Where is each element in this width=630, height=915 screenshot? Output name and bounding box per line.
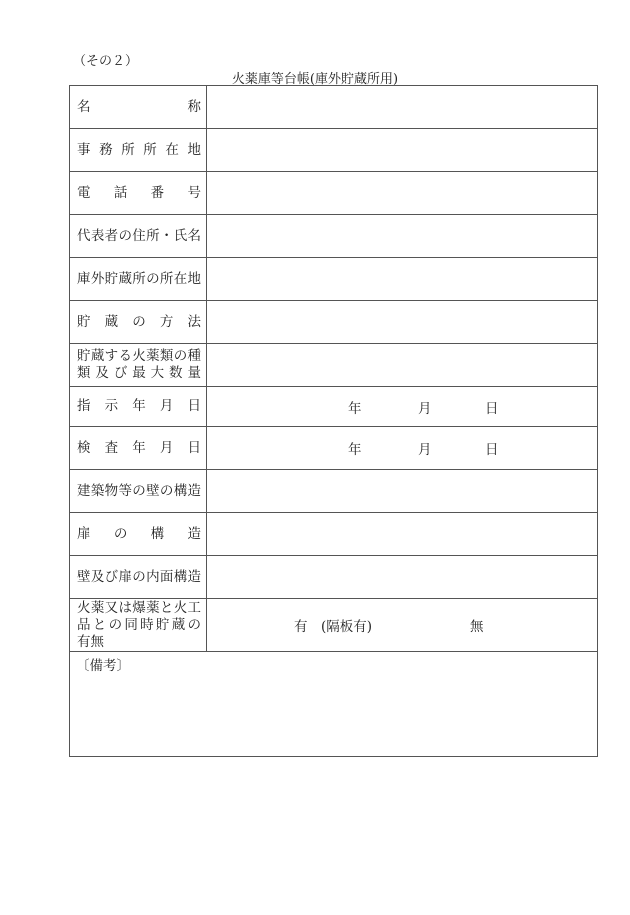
office-address-value[interactable] [207,129,597,171]
field-label-instruction-date [70,387,207,426]
label-char: 築 [90,482,105,499]
label-char: の [108,616,123,633]
label-char: 名 [77,98,91,115]
label-line [77,483,201,500]
field-label-wall-structure [70,470,207,512]
label-char: 又 [104,599,119,616]
representative-value[interactable] [207,215,597,257]
label-char: 年 [132,439,146,456]
remarks-area[interactable] [70,652,597,756]
label-line [77,271,201,288]
field-label-storage-location [70,258,207,300]
form-row-door-structure [70,513,597,556]
label-char: 大 [150,365,165,381]
label-char: 構 [150,525,165,542]
label-char: 無 [90,633,104,650]
label-char: 及 [90,568,105,585]
form-row-representative [70,215,597,258]
label-char: 工 [187,599,201,616]
date-day-label: 日 [485,442,499,458]
label-char: 表 [90,227,105,244]
label-char: 物 [104,482,119,499]
label-char: る [118,348,132,364]
label-char: 造 [187,482,201,499]
label-line [77,600,201,617]
label-char: 時 [140,616,154,633]
label-line [77,398,201,415]
remarks-label: 〔備考〕 [76,658,130,674]
label-char: 所 [146,227,160,244]
label-char: 貯 [104,270,119,287]
inspection-date-value[interactable] [207,427,597,469]
label-line [77,634,201,651]
form-title: 火薬庫等台帳(庫外貯蔵所用) [231,72,399,87]
field-label-representative [70,215,207,257]
form-row-storage-location [70,258,597,301]
label-line [77,526,201,543]
label-char: 所 [121,141,135,158]
label-char: 示 [104,398,119,414]
label-char: 月 [159,398,174,414]
wall-structure-value[interactable] [207,470,597,512]
label-char: 蔵 [118,270,132,287]
storage-location-value[interactable] [207,258,597,300]
label-char: の [187,616,201,633]
label-char: 日 [187,439,201,456]
label-char: 事 [77,141,91,158]
label-char: 類 [159,348,174,364]
label-char: 者 [104,227,119,244]
label-line [77,228,201,245]
label-char: 薬 [146,599,160,616]
label-char: 称 [187,98,201,115]
form-row-phone [70,172,597,215]
label-char: 在 [165,141,179,158]
label-char: 所 [143,141,157,158]
label-line [77,142,201,159]
label-char: 火 [173,599,188,616]
label-char: 扉 [118,568,132,585]
label-char: 地 [187,141,201,158]
label-char: ・ [159,227,174,244]
label-char: 爆 [132,599,146,616]
field-label-simultaneous-storage [70,599,207,651]
label-char: 地 [187,270,201,287]
label-line [77,99,201,116]
label-char: 火 [132,348,146,364]
form-row-wall-structure [70,470,597,513]
label-char: 扉 [77,525,91,542]
field-label-office-address [70,129,207,171]
label-char: 電 [77,184,91,201]
label-char: 名 [187,227,201,244]
label-char: の [146,270,160,287]
label-char: 造 [187,525,201,542]
label-char: び [113,365,128,381]
label-char: 有 [77,633,91,650]
label-line [77,185,201,202]
label-char: 類 [77,365,91,381]
label-char: と [92,616,107,633]
label-char: 壁 [146,482,160,499]
date-month-label: 月 [418,400,432,417]
form-row-simultaneous-storage [70,599,597,652]
label-char: 種 [187,348,201,364]
registry-form-table [69,85,598,757]
label-char: 住 [132,227,146,244]
label-char: び [104,568,119,585]
label-char: 品 [77,616,91,633]
explosive-types-value[interactable] [207,344,597,386]
form-row-explosive-types [70,344,597,387]
option-none[interactable]: 無 [470,619,484,635]
label-char: 建 [77,482,91,499]
name-value[interactable] [207,86,597,128]
label-char: 構 [173,482,188,499]
label-char: 番 [150,184,165,201]
label-char: 法 [187,313,201,330]
interior-structure-value[interactable] [207,556,597,598]
label-line [77,348,201,365]
form-row-instruction-date [70,387,597,427]
label-char: 号 [187,184,201,201]
field-label-phone [70,172,207,214]
label-line [77,365,201,382]
label-char: 造 [187,568,201,585]
label-char: 日 [187,398,201,414]
label-char: 量 [187,365,201,381]
label-char: 年 [132,398,146,414]
label-char: 所 [159,270,174,287]
label-char: 貯 [155,616,170,633]
label-char: 指 [77,398,91,414]
label-char: 在 [173,270,188,287]
label-char: 同 [124,616,138,633]
label-char: 内 [146,568,160,585]
label-char: の [132,568,146,585]
label-line [77,440,201,457]
label-char: 構 [173,568,188,585]
label-char: の [173,348,188,364]
label-char: の [132,482,146,499]
label-char: の [159,482,174,499]
field-label-interior-structure [70,556,207,598]
label-char: 面 [159,568,174,585]
option-with-partition[interactable]: 有 (隔板有) [294,619,373,635]
label-char: 貯 [77,313,91,330]
label-char: 話 [113,184,128,201]
label-line [77,569,201,586]
label-char: 査 [104,439,119,456]
label-char: 蔵 [104,313,119,330]
field-label-name [70,86,207,128]
label-char: と [159,599,174,616]
label-char: す [104,348,119,364]
label-char: 方 [159,313,174,330]
label-line [77,314,201,331]
label-char: の [132,313,146,330]
label-char: 庫 [77,270,91,287]
label-char: 薬 [146,348,160,364]
label-char: 代 [77,227,91,244]
label-char: は [118,599,132,616]
form-row-interior-structure [70,556,597,599]
date-day-label: 日 [485,400,499,417]
label-char: 薬 [90,599,105,616]
date-year-label: 年 [348,400,362,417]
label-char: の [118,227,132,244]
date-year-label: 年 [348,442,362,458]
label-char: 貯 [77,348,91,364]
field-label-storage-method [70,301,207,343]
form-row-office-address [70,129,597,172]
label-char: 氏 [173,227,188,244]
storage-method-value[interactable] [207,301,597,343]
label-char: 最 [132,365,146,381]
form-row-inspection-date [70,427,597,470]
label-char: 外 [90,270,105,287]
form-row-storage-method [70,301,597,344]
label-char: 月 [159,439,174,456]
label-char: 検 [77,439,91,456]
field-label-explosive-types [70,344,207,386]
label-char: 所 [132,270,146,287]
simultaneous-storage-value[interactable] [207,599,597,651]
instruction-date-value[interactable] [207,387,597,426]
label-char: の [113,525,128,542]
label-char: 等 [118,482,132,499]
label-char: 壁 [77,568,91,585]
door-structure-value[interactable] [207,513,597,555]
field-label-door-structure [70,513,207,555]
label-char: 及 [95,365,109,381]
label-char: 火 [77,599,91,616]
label-char: 蔵 [90,348,105,364]
label-line [77,617,201,634]
label-char: 蔵 [171,616,186,633]
field-label-inspection-date [70,427,207,469]
part-number: （その２） [73,54,139,69]
label-char: 務 [99,141,113,158]
label-char: 数 [169,365,183,381]
phone-value[interactable] [207,172,597,214]
form-row-name [70,86,597,129]
date-month-label: 月 [418,442,432,458]
